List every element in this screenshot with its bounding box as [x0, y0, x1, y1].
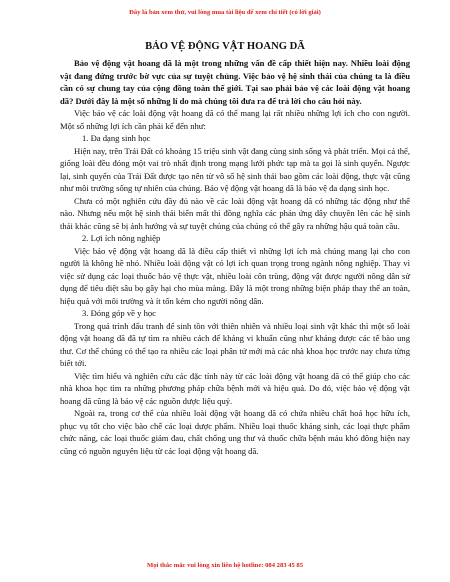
hotline-notice: Mọi thắc mắc vui lòng xin liên hệ hotline: 084 283 45 85 [146, 562, 304, 569]
body-paragraph: Trong quá trình đấu tranh để sinh tồn với thiên nhiên và nhiều loại sinh vật khác thì một số loài động vật hoang dã đã tự tìm ra nhiều cách để kháng vi khuẩn cũng như kháng được các tế bào ung thư. Cơ thể chúng có thể tạo ra nhiều các loại phân tử mới mà các nhà khoa học trước nay chưa từng biết tới. [60, 320, 410, 368]
preview-notice: Đây là bản xem thử, vui lòng mua tài liệu để xem chi tiết (có lời giải) [129, 9, 321, 16]
body-paragraph: Việc tìm hiểu và nghiên cứu các đặc tính này từ các loài động vật hoang dã có thể giúp cho các nhà khoa học tìm ra những phương pháp chữa bệnh mới và hiệu quả. Do đó, việc bảo vệ động vật hoang dã cũng là bảo vệ các nguồn dược liệu quý. [60, 370, 410, 406]
body-paragraph: Hiện nay, trên Trái Đất có khoảng 15 triệu sinh vật đang cùng sinh sống và phát triển. Mọi cá thể, giống loài đều đóng một vai trò nhất định trong mạng lưới phức tạp mà ta gọi là sinh quyển. Ngược lại, sinh quyển của Trái Đất được tạo nên từ vô số hệ sinh thái bao gồm các loài động, thực vật cũng như môi trường sống tự nhiên của chúng. Bảo vệ động vật hoang dã là bảo vệ đa dạng sinh học. [60, 145, 410, 193]
body-paragraph: Việc bảo vệ các loài động vật hoang dã có thể mang lại rất nhiều những lợi ích cho con người. Một số những lợi ích cần phải kể đến như: [60, 108, 410, 131]
section-heading-agriculture: 2. Lợi ích nông nghiệp [82, 233, 161, 243]
body-paragraph: Ngoài ra, trong cơ thể của nhiều loài động vật hoang dã có chứa nhiều chất hoá học hữu ích, phục vụ tốt cho việc bào chế các loại dược phẩm. Nhiều loại thuốc kháng sinh, các loại thực phẩm chức năng, các loại thuốc giảm đau, chất chống ung thư và thuốc chữa bệnh máu khó đông hiện nay cũng có nguồn nguyên liệu từ các loại động vật hoang dã. [60, 408, 410, 456]
document-title: BẢO VỆ ĐỘNG VẬT HOANG DÃ [145, 41, 305, 52]
document-body [60, 57, 410, 457]
body-paragraph: Việc bảo vệ động vật hoang dã là điều cấp thiết vì những lợi ích mà chúng mang lại cho con người là không hề nhỏ. Nhiều loài động vật có lợi ích quan trọng trong ngành nông nghiệp. Thay vì việc sử dụng các loại thuốc bảo vệ thực vật, nhiều loài côn trùng, động vật được người nông dân sử dụng để tiêu diệt sâu bọ gây hại cho mùa màng. Đây là một trong những biện pháp thay thế an toàn, hiệu quả với môi trường và ít tốn kém cho người nông dân. [60, 245, 410, 306]
section-heading-biodiversity: 1. Đa dạng sinh học [82, 133, 151, 143]
intro-paragraph: Bảo vệ động vật hoang dã là một trong những vấn đề cấp thiết hiện nay. Nhiều loài động vật đang đứng trước bờ vực của sự tuyệt chủng. Việc bảo vệ hệ sinh thái của chúng ta là điều cần có sự chung tay của cộng đồng toàn thế giới. Tại sao phải bảo vệ các loài động vật hoang dã? Dưới đây là một số những lí do mà chúng tôi đưa ra để trả lời cho câu hỏi này. [60, 58, 410, 106]
section-heading-medicine: 3. Đóng góp về y học [82, 308, 156, 318]
body-paragraph: Chưa có một nghiên cứu đầy đủ nào về các loài động vật hoang dã có những tác động như thế nào. Nhưng nếu một hệ sinh thái biến mất thì đồng nghĩa các phản ứng dây chuyền lên các hệ sinh thái khác cũng sẽ bị ảnh hưởng và sự tuyệt chủng của chúng có thể gây ra những hậu quả toàn cầu. [60, 195, 410, 231]
